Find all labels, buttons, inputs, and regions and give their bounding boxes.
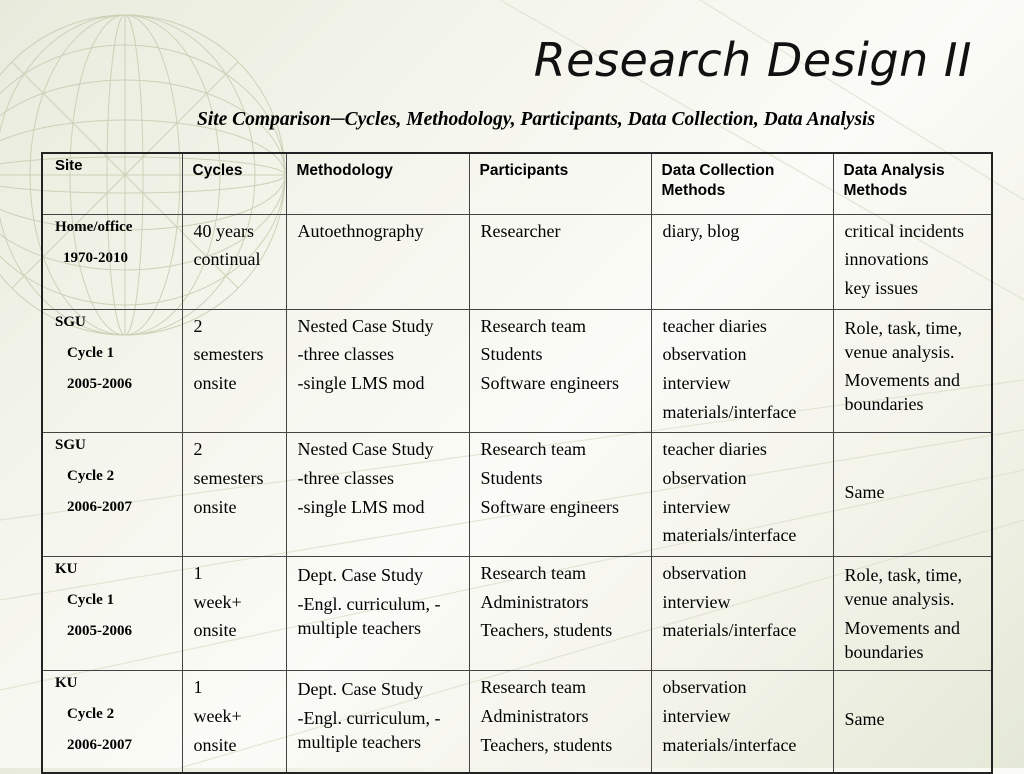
collection-cell: [651, 309, 833, 433]
table-row: [42, 671, 992, 773]
collection-line: interview: [662, 591, 731, 612]
analysis-line: Same: [844, 709, 885, 730]
collection-line: materials/interface: [662, 620, 797, 641]
methodology-line: -Engl. curriculum, -multiple teachers: [297, 708, 441, 753]
participants-line: Teachers, students: [480, 734, 613, 755]
table-row: [42, 214, 992, 309]
table-row: [42, 309, 992, 433]
collection-line: materials/interface: [662, 401, 797, 422]
table-header-row: [42, 153, 992, 214]
site-comparison-table: [41, 152, 993, 774]
site-years: 1970-2010: [63, 249, 128, 266]
slide-title: Research Design II: [533, 33, 972, 87]
collection-line: observation: [662, 468, 747, 488]
collection-line: interview: [662, 706, 731, 727]
methodology-line: Dept. Case Study: [297, 679, 423, 700]
methodology-line: -three classes: [297, 344, 394, 365]
participants-line: Software engineers: [480, 496, 619, 517]
cycles-line: onsite: [193, 620, 237, 641]
header-methodology: Methodology: [286, 153, 469, 214]
collection-line: interview: [662, 372, 731, 393]
collection-line: teacher diaries: [662, 315, 767, 336]
analysis-cell: [833, 214, 992, 309]
participants-cell: [469, 671, 651, 773]
slide-subtitle: Site Comparison─Cycles, Methodology, Participants, Data Collection, Data Analysis: [196, 109, 876, 130]
site-cycle: Cycle 2: [67, 468, 115, 485]
participants-cell: [469, 309, 651, 433]
participants-cell: [469, 433, 651, 557]
analysis-line: Role, task, time, venue analysis.: [844, 317, 962, 362]
site-cycle: Cycle 1: [67, 592, 115, 609]
cycles-line: onsite: [193, 496, 237, 517]
participants-cell: [469, 214, 651, 309]
site-cell: [42, 671, 182, 773]
methodology-line: -single LMS mod: [297, 496, 425, 517]
site-years: 2006-2007: [67, 737, 132, 754]
header-site: Site: [42, 153, 182, 214]
cycles-cell: [182, 671, 286, 773]
methodology-cell: [286, 433, 469, 557]
analysis-line: Movements and boundaries: [844, 370, 960, 415]
collection-line: materials/interface: [662, 734, 797, 755]
site-cell: [42, 557, 182, 671]
methodology-line: Autoethnography: [297, 220, 424, 241]
collection-cell: [651, 557, 833, 671]
participants-line: Students: [480, 344, 543, 365]
analysis-line: innovations: [844, 249, 929, 270]
cycles-line: 2: [193, 439, 203, 460]
participants-line: Research team: [480, 439, 586, 460]
site-cycle: Cycle 2: [67, 706, 115, 723]
site-name: KU: [55, 675, 78, 692]
methodology-cell: [286, 671, 469, 773]
analysis-line: Role, task, time, venue analysis.: [844, 565, 962, 610]
cycles-cell: [182, 557, 286, 671]
methodology-line: Nested Case Study: [297, 439, 434, 460]
site-cell: [42, 309, 182, 433]
analysis-line: key issues: [844, 277, 918, 298]
cycles-line: continual: [193, 249, 261, 270]
cycles-line: 1: [193, 677, 203, 698]
analysis-line: Same: [844, 482, 885, 503]
site-cycle: Cycle 1: [67, 344, 115, 361]
participants-line: Teachers, students: [480, 620, 613, 641]
methodology-cell: [286, 214, 469, 309]
collection-line: observation: [662, 677, 747, 698]
methodology-cell: [286, 557, 469, 671]
methodology-line: Dept. Case Study: [297, 565, 423, 586]
site-cell: [42, 214, 182, 309]
collection-cell: [651, 433, 833, 557]
participants-line: Administrators: [480, 591, 589, 612]
header-data-collection: Data Collection Methods: [651, 153, 833, 214]
cycles-line: semesters: [193, 344, 264, 365]
collection-line: observation: [662, 563, 747, 584]
collection-line: observation: [662, 344, 747, 365]
analysis-cell: [833, 309, 992, 433]
participants-line: Researcher: [480, 220, 561, 241]
cycles-cell: [182, 214, 286, 309]
site-name: Home/office: [55, 218, 133, 235]
analysis-line: Movements and boundaries: [844, 617, 960, 662]
methodology-cell: [286, 309, 469, 433]
site-years: 2005-2006: [67, 375, 132, 392]
collection-line: teacher diaries: [662, 439, 767, 460]
analysis-line: critical incidents: [844, 220, 964, 241]
cycles-cell: [182, 433, 286, 557]
cycles-line: week+: [193, 706, 242, 727]
site-years: 2006-2007: [67, 499, 132, 516]
site-name: SGU: [55, 437, 86, 454]
participants-line: Administrators: [480, 706, 589, 727]
participants-line: Research team: [480, 315, 586, 336]
collection-line: interview: [662, 496, 731, 517]
cycles-cell: [182, 309, 286, 433]
collection-line: diary, blog: [662, 220, 740, 241]
cycles-line: 40 years: [193, 220, 254, 241]
methodology-line: -three classes: [297, 468, 394, 488]
cycles-line: week+: [193, 591, 242, 612]
cycles-line: 2: [193, 315, 203, 336]
analysis-cell: [833, 557, 992, 671]
collection-cell: [651, 671, 833, 773]
methodology-line: Nested Case Study: [297, 315, 434, 336]
cycles-line: 1: [193, 563, 203, 584]
table-row: [42, 557, 992, 671]
table-row: [42, 433, 992, 557]
collection-cell: [651, 214, 833, 309]
methodology-line: -Engl. curriculum, -multiple teachers: [297, 593, 441, 638]
methodology-line: -single LMS mod: [297, 372, 425, 393]
header-participants: Participants: [469, 153, 651, 214]
analysis-cell: [833, 433, 992, 557]
header-data-analysis: Data Analysis Methods: [833, 153, 992, 214]
analysis-cell: [833, 671, 992, 773]
header-cycles: Cycles: [182, 153, 286, 214]
participants-line: Software engineers: [480, 372, 619, 393]
cycles-line: semesters: [193, 468, 264, 488]
participants-line: Research team: [480, 563, 586, 584]
site-years: 2005-2006: [67, 623, 132, 640]
site-name: KU: [55, 561, 78, 578]
participants-cell: [469, 557, 651, 671]
cycles-line: onsite: [193, 372, 237, 393]
cycles-line: onsite: [193, 734, 237, 755]
collection-line: materials/interface: [662, 525, 797, 546]
site-name: SGU: [55, 313, 86, 330]
participants-line: Students: [480, 468, 543, 488]
site-cell: [42, 433, 182, 557]
participants-line: Research team: [480, 677, 586, 698]
